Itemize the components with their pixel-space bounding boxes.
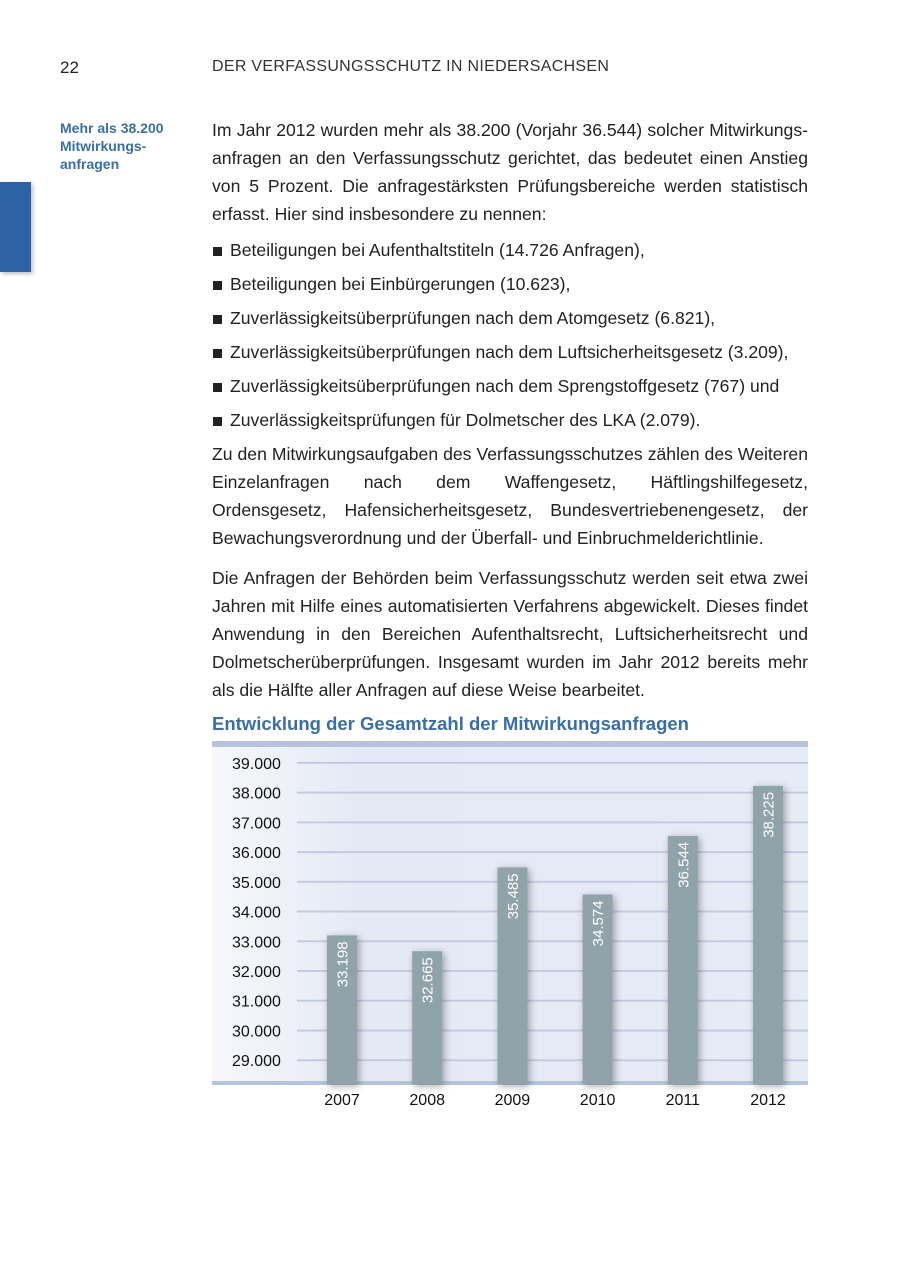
y-tick-label: 31.000 [232, 993, 281, 1011]
paragraph-automatisiertes-verfahren: Die Anfragen der Behörden beim Verfassungsschutz werden seit etwa zwei Jahren mit Hilfe eines automatisierten Verfahrens abgewickelt. Dieses findet Anwendung in den Bereichen Aufenthaltsrecht, Luftsicherheitsrecht und Dolmetscherüberprüfungen. Insgesamt wurden im Jahr 2012 bereits mehr als die Hälfte aller Anfragen auf diese Weise bearbeitet. [212, 568, 808, 700]
running-header: DER VERFASSUNGSSCHUTZ IN NIEDERSACHSEN [212, 58, 610, 75]
chart-title: Entwicklung der Gesamtzahl der Mitwirkungsanfragen [212, 713, 689, 734]
y-tick-label: 39.000 [232, 755, 281, 773]
bullet-item: Beteiligungen bei Einbürgerungen (10.623), [212, 270, 808, 304]
x-tick-label: 2010 [579, 1092, 616, 1109]
y-tick-label: 29.000 [232, 1053, 281, 1071]
bullet-item: Zuverlässigkeitsüberprüfungen nach dem Sprengstoffgesetz (767) und [212, 372, 808, 406]
y-tick-label: 35.000 [232, 874, 281, 892]
bar-value-label: 36.544 [675, 841, 693, 888]
intro-paragraph: Im Jahr 2012 wurden mehr als 38.200 (Vorjahr 36.544) solcher Mitwirkungsanfragen an den Verfassungsschutz gerichtet, das bedeutet einen Anstieg von 5 Prozent. Die anfragestärksten Prüfungsbereiche werden statistisch erfasst. Hier sind insbesondere zu nennen: [212, 120, 808, 224]
margin-note-line: anfragen [60, 156, 120, 172]
bullet-item: Zuverlässigkeitsüberprüfungen nach dem Luftsicherheitsgesetz (3.209), [212, 338, 808, 372]
x-tick-label: 2011 [665, 1092, 701, 1109]
y-tick-label: 36.000 [232, 845, 281, 863]
x-tick-label: 2009 [494, 1092, 531, 1109]
bar-value-label: 34.574 [590, 900, 608, 947]
margin-note-line: Mitwirkungs- [60, 138, 147, 154]
body-text [212, 116, 808, 704]
margin-note [60, 119, 190, 173]
bullet-item: Zuverlässigkeitsprüfungen für Dolmetscher des LKA (2.079). [212, 406, 808, 440]
y-tick-label: 32.000 [232, 964, 281, 982]
bar-value-label: 32.665 [419, 957, 437, 1004]
x-tick-label: 2008 [409, 1092, 445, 1109]
x-tick-label: 2012 [750, 1092, 786, 1109]
x-tick-label: 2007 [324, 1092, 360, 1109]
chart-top-band [212, 741, 808, 747]
paragraph-mitwirkungsaufgaben: Zu den Mitwirkungsaufgaben des Verfassungsschutzes zählen des Weiteren Einzelanfragen nach dem Waffengesetz, Häftlingshilfegesetz, Ordensgesetz, Hafensicherheitsgesetz, Bundesvertriebenengesetz, der Bewachungsverordnung und der Überfall- und Einbruchmelderichtlinie. [212, 444, 808, 548]
bar-value-label: 33.198 [334, 941, 352, 988]
bullet-list [212, 236, 808, 440]
bullet-item: Zuverlässigkeitsüberprüfungen nach dem Atomgesetz (6.821), [212, 304, 808, 338]
y-tick-label: 38.000 [232, 785, 281, 803]
bar-value-label: 38.225 [760, 791, 778, 838]
y-tick-label: 30.000 [232, 1023, 281, 1041]
chapter-tab-marker [0, 182, 31, 272]
bar-value-label: 35.485 [504, 873, 522, 920]
page-number: 22 [60, 58, 79, 77]
y-tick-label: 34.000 [232, 904, 281, 922]
bar-chart [212, 741, 810, 1113]
y-tick-label: 33.000 [232, 934, 281, 952]
bullet-item: Beteiligungen bei Aufenthaltstiteln (14.726 Anfragen), [212, 236, 808, 270]
y-tick-label: 37.000 [232, 815, 281, 833]
margin-note-line: Mehr als 38.200 [60, 120, 164, 136]
